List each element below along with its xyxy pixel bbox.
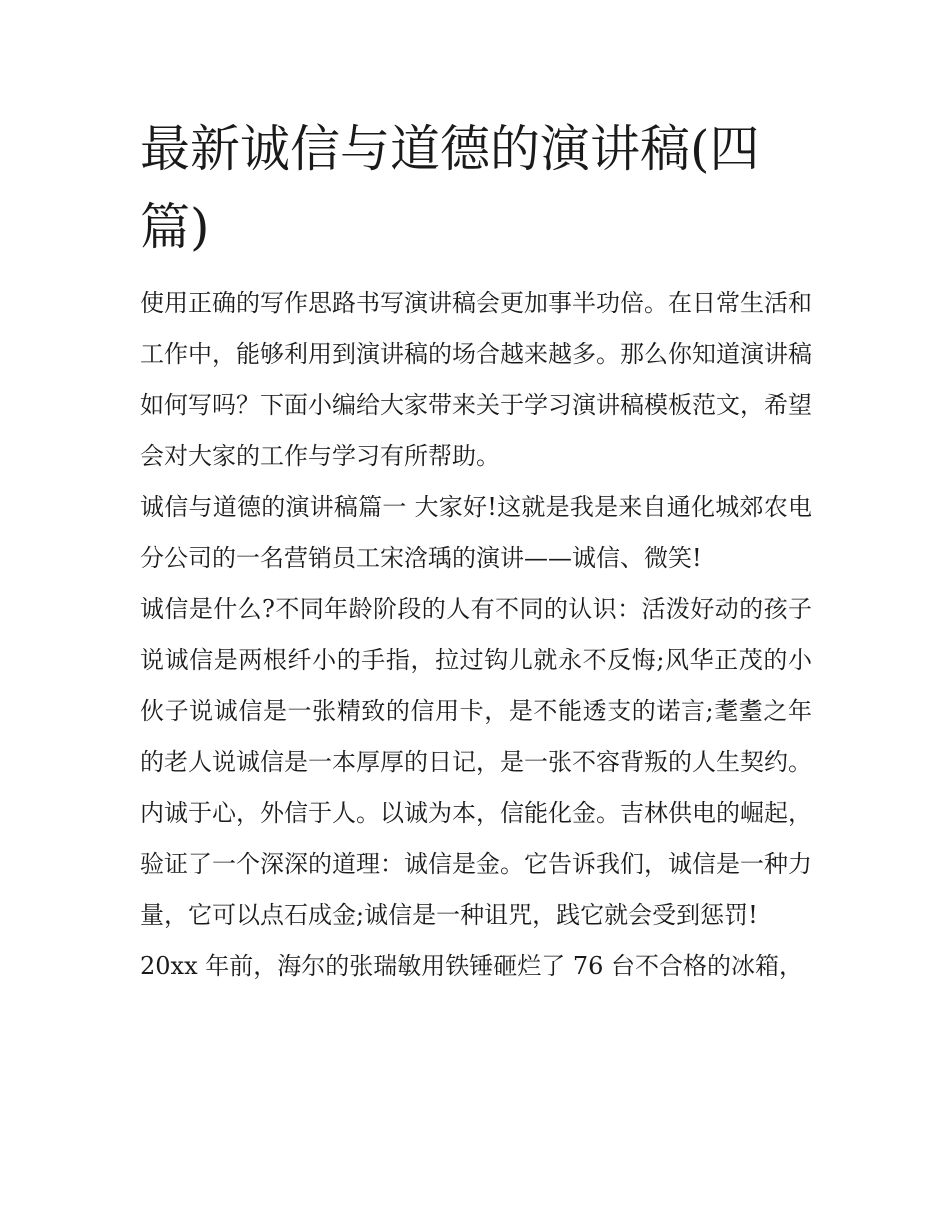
paragraph-greeting: 诚信与道德的演讲稿篇一 大家好!这就是我是来自通化城郊农电分公司的一名营销员工宋浛瑀的演讲——诚信、微笑! xyxy=(140,493,812,572)
paragraph-what-is-integrity: 诚信是什么?不同年龄阶段的人有不同的认识：活泼好动的孩子说诚信是两根纤小的手指，拉过钩儿就永不反悔;风华正茂的小伙子说诚信是一张精致的信用卡，是不能透支的诺言;耄耋之年的老人说诚信是一本厚厚的日记，是一张不容背叛的人生契约。 xyxy=(140,595,812,776)
paragraph-haier-story: 20xx 年前，海尔的张瑞敏用铁锤砸烂了 76 台不合格的冰箱， xyxy=(140,952,804,980)
document-title: 最新诚信与道德的演讲稿(四篇) xyxy=(140,120,760,256)
paragraph-intro: 使用正确的写作思路书写演讲稿会更加事半功倍。在日常生活和工作中，能够利用到演讲稿的场合越来越多。那么你知道演讲稿如何写吗？下面小编给大家带来关于学习演讲稿模板范文，希望会对大家的工作与学习有所帮助。 xyxy=(140,289,812,470)
paragraph-integrity-is-gold: 内诚于心，外信于人。以诚为本，信能化金。吉林供电的崛起，验证了一个深深的道理：诚信是金。它告诉我们，诚信是一种力量，它可以点石成金;诚信是一种诅咒，践它就会受到惩罚! xyxy=(140,799,812,929)
document-body xyxy=(140,110,812,992)
paragraph-list xyxy=(140,278,812,992)
